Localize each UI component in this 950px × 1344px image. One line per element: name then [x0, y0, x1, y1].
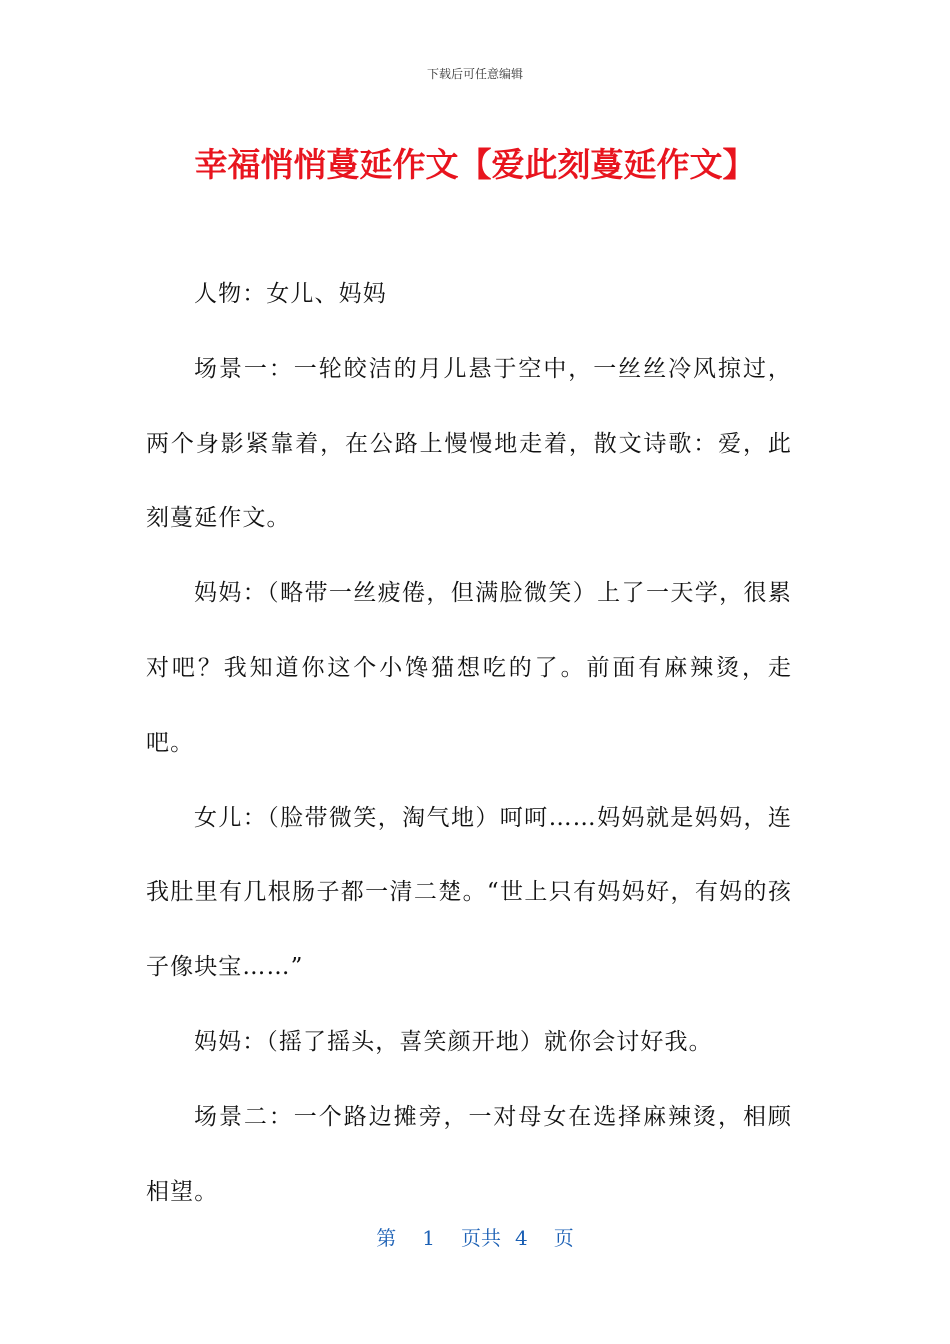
- paragraph-scene-two: 场景二：一个路边摊旁，一对母女在选择麻辣烫，相顾相望。: [146, 1103, 792, 1205]
- footer-prefix: 第: [376, 1226, 397, 1250]
- footer-current-page: 1: [422, 1226, 435, 1250]
- page-footer: [0, 1224, 950, 1252]
- footer-mid: 页共: [461, 1226, 501, 1250]
- paragraph-daughter-line: 女儿：（脸带微笑，淘气地）呵呵……妈妈就是妈妈，连我肚里有几根肠子都一清二楚。“世上只有妈妈好，有妈的孩子像块宝……”: [146, 804, 792, 981]
- page-header-note: 下载后可任意编辑: [426, 67, 523, 81]
- paragraph-characters: 人物：女儿、妈妈: [194, 281, 387, 307]
- footer-total-pages: 4: [515, 1226, 528, 1250]
- paragraph-mother-line-1: 妈妈：（略带一丝疲倦，但满脸微笑）上了一天学，很累对吧？我知道你这个小馋猫想吃的了。前面有麻辣烫，走吧。: [146, 580, 792, 756]
- document-body: [146, 257, 792, 1229]
- paragraph-mother-line-2: 妈妈：（摇了摇头，喜笑颜开地）就你会讨好我。: [194, 1028, 713, 1055]
- document-title: 幸福悄悄蔓延作文【爱此刻蔓延作文】: [194, 145, 756, 184]
- paragraph-scene-one: 场景一：一轮皎洁的月儿悬于空中，一丝丝冷风掠过，两个身影紧靠着，在公路上慢慢地走着，散文诗歌：爱，此刻蔓延作文。: [146, 355, 792, 532]
- footer-suffix: 页: [553, 1226, 574, 1250]
